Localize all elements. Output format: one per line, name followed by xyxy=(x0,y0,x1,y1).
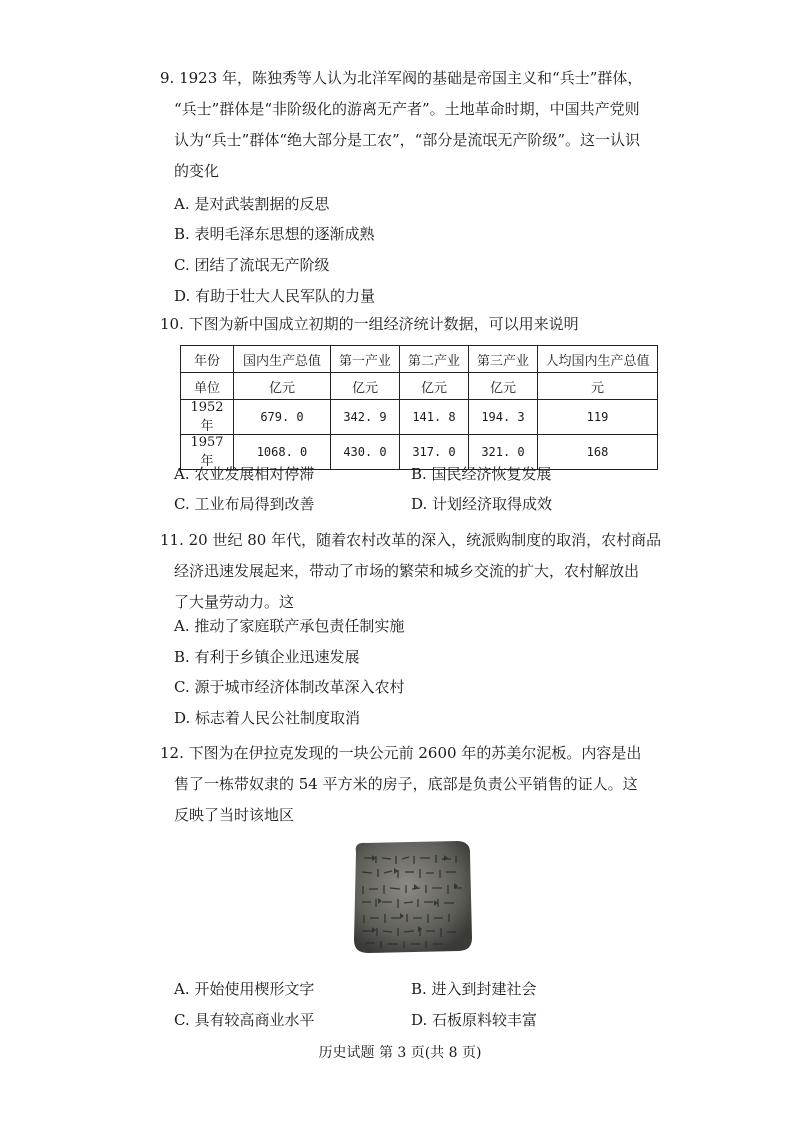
question-9 xyxy=(160,63,660,187)
q12-line-1: 12. 下图为在伊拉克发现的一块公元前 2600 年的苏美尔泥板。内容是出 xyxy=(160,744,642,762)
q9-option-d: D. 有助于壮大人民军队的力量 xyxy=(174,287,376,305)
table-cell: 342. 9 xyxy=(331,400,400,435)
table-cell: 1952 年 xyxy=(181,400,234,435)
q11-option-c: C. 源于城市经济体制改革深入农村 xyxy=(174,678,405,696)
q9-option-c: C. 团结了流氓无产阶级 xyxy=(174,256,330,274)
q12-option-d: D. 石板原料较丰富 xyxy=(411,1011,538,1029)
table-cell: 679. 0 xyxy=(234,400,331,435)
table-header-cell: 第一产业 xyxy=(331,346,400,373)
q11-line-2: 经济迅速发展起来，带动了市场的繁荣和城乡交流的扩大，农村解放出 xyxy=(174,562,640,580)
q9-option-b: B. 表明毛泽东思想的逐渐成熟 xyxy=(174,225,375,243)
table-cell: 141. 8 xyxy=(400,400,469,435)
q12-option-a: A. 开始使用楔形文字 xyxy=(174,980,315,998)
q9-option-a: A. 是对武装割据的反思 xyxy=(174,195,330,213)
q12-line-3: 反映了当时该地区 xyxy=(174,806,295,824)
page-footer: 历史试题 第 3 页(共 8 页) xyxy=(318,1045,482,1061)
table-header-cell: 第三产业 xyxy=(469,346,538,373)
table-row xyxy=(181,400,658,435)
q10-option-a: A. 农业发展相对停滞 xyxy=(174,465,315,483)
table-cell: 1068. 0 xyxy=(234,435,331,470)
q11-option-b: B. 有利于乡镇企业迅速发展 xyxy=(174,648,360,666)
q12-option-c: C. 具有较高商业水平 xyxy=(174,1011,315,1029)
question-12 xyxy=(160,738,660,831)
q10-option-b: B. 国民经济恢复发展 xyxy=(411,465,552,483)
sumerian-clay-tablet-image xyxy=(348,838,476,956)
question-11 xyxy=(160,525,660,618)
table-cell: 1957 年 xyxy=(181,435,234,470)
q11-line-3: 了大量劳动力。这 xyxy=(174,593,295,611)
table-header-row xyxy=(181,346,658,373)
table-header-cell: 第二产业 xyxy=(400,346,469,373)
q10-option-d: D. 计划经济取得成效 xyxy=(411,495,553,513)
table-units-row xyxy=(181,373,658,400)
table-header-cell: 国内生产总值 xyxy=(234,346,331,373)
table-cell: 单位 xyxy=(181,373,234,400)
table-cell: 亿元 xyxy=(234,373,331,400)
table-cell: 321. 0 xyxy=(469,435,538,470)
table-cell: 317. 0 xyxy=(400,435,469,470)
table-cell: 430. 0 xyxy=(331,435,400,470)
q9-line-1: 9. 1923 年，陈独秀等人认为北洋军阀的基础是帝国主义和“兵士”群体， xyxy=(160,69,643,87)
table-cell: 168 xyxy=(538,435,658,470)
table-cell: 亿元 xyxy=(400,373,469,400)
q11-option-a: A. 推动了家庭联产承包责任制实施 xyxy=(174,617,405,635)
q11-option-d: D. 标志着人民公社制度取消 xyxy=(174,709,361,727)
table-cell: 亿元 xyxy=(469,373,538,400)
table-cell: 194. 3 xyxy=(469,400,538,435)
q12-line-2: 售了一栋带奴隶的 54 平方米的房子，底部是负责公平销售的证人。这 xyxy=(174,775,638,793)
q12-option-b: B. 进入到封建社会 xyxy=(411,980,537,998)
q9-line-3: 认为“兵士”群体“绝大部分是工农”，“部分是流氓无产阶级”。这一认识 xyxy=(174,131,641,149)
q9-line-2: “兵士”群体是“非阶级化的游离无产者”。土地革命时期，中国共产党则 xyxy=(174,100,640,118)
question-10 xyxy=(160,309,660,340)
q10-option-c: C. 工业布局得到改善 xyxy=(174,495,315,513)
table-cell: 亿元 xyxy=(331,373,400,400)
table-cell: 119 xyxy=(538,400,658,435)
table-cell: 元 xyxy=(538,373,658,400)
table-header-cell: 人均国内生产总值 xyxy=(538,346,658,373)
q9-line-4: 的变化 xyxy=(174,162,220,180)
economic-stats-table xyxy=(180,345,658,470)
table-header-cell: 年份 xyxy=(181,346,234,373)
q11-line-1: 11. 20 世纪 80 年代，随着农村改革的深入，统派购制度的取消，农村商品 xyxy=(160,531,662,549)
q10-stem: 10. 下图为新中国成立初期的一组经济统计数据，可以用来说明 xyxy=(160,315,579,333)
